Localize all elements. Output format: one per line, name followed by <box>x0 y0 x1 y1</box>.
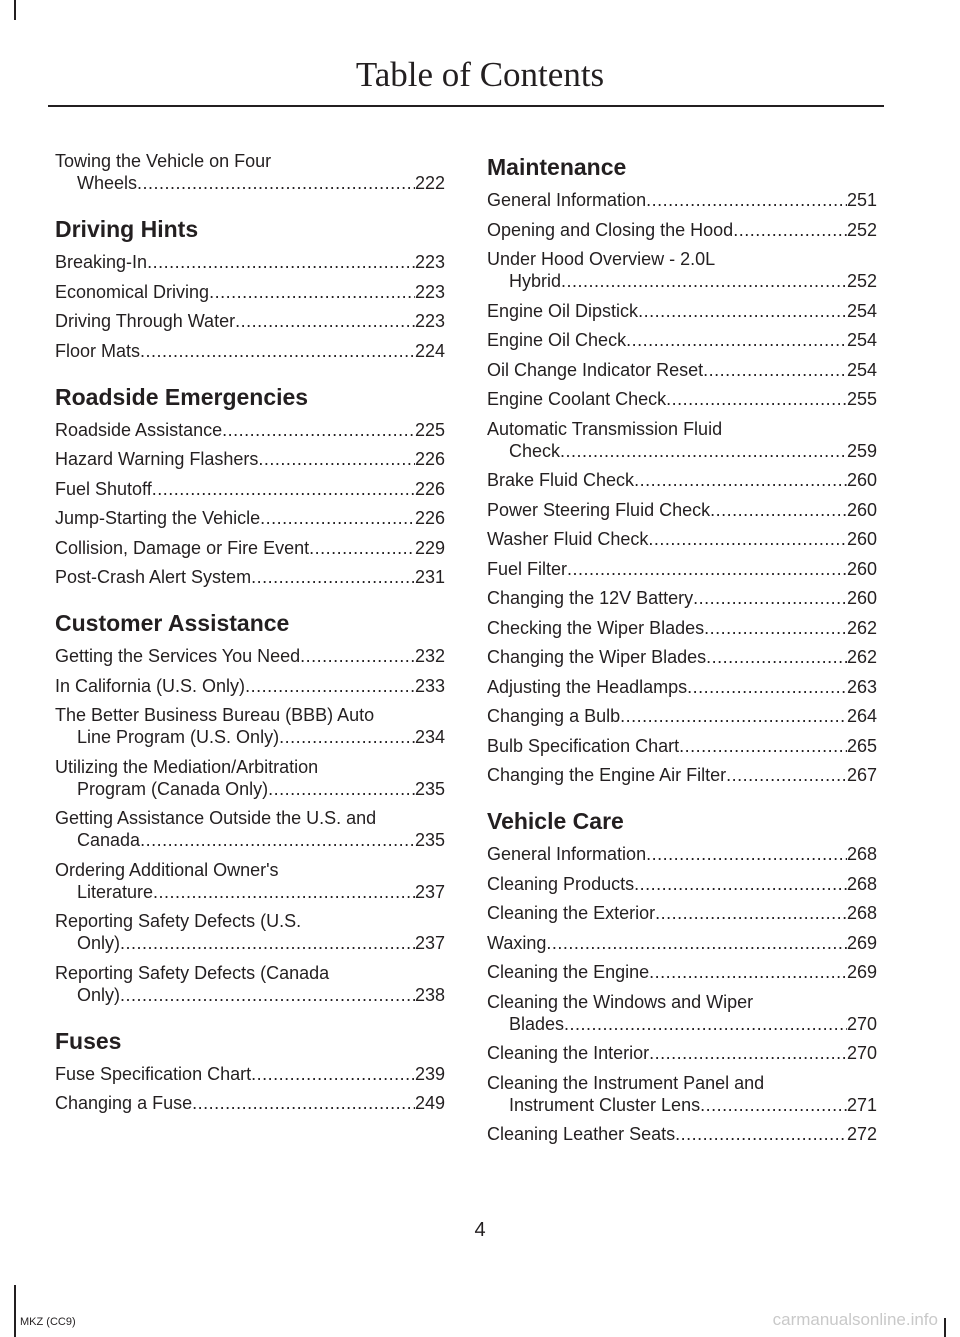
toc-entry-page: 223 <box>414 252 445 272</box>
dot-leader <box>648 528 847 550</box>
dot-leader <box>309 537 415 559</box>
section-heading: Roadside Emergencies <box>55 383 309 410</box>
toc-entry-page: 235 <box>414 778 445 799</box>
toc-entry[interactable] <box>487 961 877 983</box>
toc-entry-title: Blades <box>509 1013 565 1034</box>
dot-leader <box>706 646 847 668</box>
toc-entry[interactable] <box>487 300 877 322</box>
toc-entry-title: Program (Canada Only) <box>77 778 269 799</box>
toc-entry-title-first-line: The Better Business Bureau (BBB) Auto <box>55 705 375 725</box>
dot-leader <box>626 329 847 351</box>
toc-entry-title: Driving Through Water <box>55 311 236 331</box>
toc-entry-page: 260 <box>846 558 877 579</box>
toc-entry[interactable] <box>55 340 445 362</box>
toc-entry-title: Cleaning Leather Seats <box>487 1124 676 1144</box>
toc-entry-page: 260 <box>846 529 877 549</box>
toc-entry-title: Post-Crash Alert System <box>55 567 252 587</box>
dot-leader <box>634 873 847 895</box>
toc-entry[interactable] <box>487 873 877 895</box>
toc-entry[interactable] <box>55 251 445 273</box>
toc-entry-title: Hybrid <box>509 271 562 291</box>
toc-entry-title: Literature <box>77 881 154 902</box>
toc-entry-title: Fuel Shutoff <box>55 478 152 499</box>
toc-entry-title: Line Program (U.S. Only) <box>77 727 280 747</box>
toc-entry[interactable] <box>487 189 877 211</box>
dot-leader <box>120 984 415 1006</box>
toc-entry[interactable] <box>487 219 877 241</box>
dot-leader <box>258 448 415 470</box>
toc-entry-title-first-line: Utilizing the Mediation/Arbitration <box>55 756 319 777</box>
toc-entry-page: 226 <box>414 478 445 499</box>
toc-entry-title: Cleaning the Engine <box>487 962 650 982</box>
toc-entry-page: 226 <box>414 449 445 469</box>
toc-entry[interactable] <box>487 705 877 727</box>
toc-entry[interactable] <box>55 419 445 441</box>
toc-entry[interactable] <box>487 528 877 550</box>
dot-leader <box>251 1063 415 1085</box>
toc-entry-page: 252 <box>846 271 877 291</box>
toc-entry[interactable] <box>487 499 877 521</box>
toc-entry-page: 226 <box>414 508 445 528</box>
toc-entry[interactable] <box>487 248 877 292</box>
dot-leader <box>655 902 847 924</box>
dot-leader <box>649 961 847 983</box>
crop-mark-bottom-right <box>944 1318 946 1337</box>
toc-entry-page: 265 <box>846 735 877 756</box>
dot-leader <box>710 499 847 521</box>
toc-entry-page: 233 <box>414 675 445 696</box>
toc-entry-title: General Information <box>487 190 647 210</box>
toc-entry-page: 271 <box>846 1094 877 1115</box>
toc-entry-title: Cleaning the Interior <box>487 1043 650 1063</box>
toc-entry[interactable] <box>55 150 445 194</box>
page-title: Table of Contents <box>355 55 605 94</box>
toc-entry[interactable] <box>55 962 445 1006</box>
toc-entry[interactable] <box>55 310 445 332</box>
toc-entry-title: General Information <box>487 844 647 864</box>
dot-leader <box>564 1013 847 1035</box>
toc-entry-page: 264 <box>846 706 877 726</box>
dot-leader <box>733 219 847 241</box>
toc-entry-title: Changing the Wiper Blades <box>487 647 707 667</box>
toc-entry-title: Getting the Services You Need <box>55 646 301 666</box>
toc-entry-page: 259 <box>846 440 877 461</box>
toc-entry[interactable] <box>487 469 877 491</box>
dot-leader <box>268 778 415 800</box>
toc-entry[interactable] <box>55 910 445 954</box>
dot-leader <box>120 932 415 954</box>
dot-leader <box>560 440 847 462</box>
toc-entry-title: In California (U.S. Only) <box>55 675 246 696</box>
toc-entry-title-first-line: Reporting Safety Defects (Canada <box>55 962 330 983</box>
toc-entry-page: 237 <box>414 933 445 953</box>
toc-entry-title: Engine Oil Dipstick <box>487 300 639 321</box>
dot-leader <box>649 1042 847 1064</box>
toc-entry-title: Power Steering Fluid Check <box>487 499 711 520</box>
toc-entry[interactable] <box>487 587 877 609</box>
toc-entry-page: 249 <box>414 1093 445 1113</box>
dot-leader <box>703 359 847 381</box>
toc-entry-title-first-line: Towing the Vehicle on Four <box>55 151 272 171</box>
toc-entry[interactable] <box>55 645 445 667</box>
dot-leader <box>646 843 847 865</box>
toc-entry-page: 252 <box>846 219 877 240</box>
dot-leader <box>546 932 847 954</box>
toc-entry-page: 251 <box>846 190 877 210</box>
toc-entry[interactable] <box>487 388 877 410</box>
dot-leader <box>140 829 415 851</box>
toc-entry-title: Changing a Fuse <box>55 1093 193 1113</box>
toc-entry-title: Adjusting the Headlamps <box>487 676 688 697</box>
toc-entry-title: Only) <box>77 984 121 1005</box>
dot-leader <box>235 310 415 332</box>
toc-entry-title: Brake Fluid Check <box>487 470 635 490</box>
toc-entry[interactable] <box>55 478 445 500</box>
toc-entry-page: 254 <box>846 300 877 321</box>
toc-entry-title: Only) <box>77 933 121 953</box>
toc-entry-title: Fuel Filter <box>487 558 568 579</box>
toc-entry-page: 237 <box>414 881 445 902</box>
dot-leader <box>147 251 415 273</box>
toc-entry-title: Cleaning the Exterior <box>487 903 656 923</box>
toc-entry-title: Bulb Specification Chart <box>487 735 680 756</box>
toc-entry-page: 270 <box>846 1043 877 1063</box>
dot-leader <box>679 735 847 757</box>
toc-entry-page: 224 <box>414 340 445 361</box>
toc-entry-title: Engine Coolant Check <box>487 389 667 409</box>
toc-entry-title: Engine Oil Check <box>487 330 627 350</box>
toc-entry-title: Wheels <box>77 173 138 193</box>
toc-entry-title: Checking the Wiper Blades <box>487 617 705 638</box>
toc-entry-title: Jump-Starting the Vehicle <box>55 508 261 528</box>
toc-entry-page: 235 <box>414 830 445 850</box>
toc-entry-title: Changing the Engine Air Filter <box>487 765 727 785</box>
toc-entry-page: 260 <box>846 588 877 608</box>
toc-entry[interactable] <box>55 1092 445 1114</box>
toc-entry-page: 232 <box>414 646 445 666</box>
toc-entry-page: 234 <box>414 727 445 747</box>
toc-entry-title: Oil Change Indicator Reset <box>487 359 704 380</box>
toc-entry[interactable] <box>55 704 445 748</box>
toc-entry[interactable] <box>487 1042 877 1064</box>
dot-leader <box>251 566 415 588</box>
toc-entry-title: Changing the 12V Battery <box>487 588 694 608</box>
toc-entry-page: 254 <box>846 330 877 350</box>
toc-entry[interactable] <box>55 675 445 697</box>
toc-entry-title-first-line: Cleaning the Windows and Wiper <box>487 991 754 1012</box>
dot-leader <box>137 172 415 194</box>
toc-entry-page: 238 <box>414 984 445 1005</box>
toc-left-column <box>55 150 445 1122</box>
dot-leader <box>561 270 847 292</box>
toc-entry[interactable] <box>487 764 877 786</box>
dot-leader <box>634 469 847 491</box>
section-heading: Maintenance <box>487 154 627 180</box>
toc-entry-page: 260 <box>846 499 877 520</box>
toc-entry-title: Check <box>509 440 561 461</box>
toc-entry[interactable] <box>55 566 445 588</box>
toc-entry-page: 260 <box>846 470 877 490</box>
toc-entry-title: Cleaning Products <box>487 873 635 894</box>
toc-entry-title: Washer Fluid Check <box>487 529 649 549</box>
dot-leader <box>638 300 847 322</box>
toc-entry-page: 262 <box>846 647 877 667</box>
toc-entry-page: 231 <box>414 567 445 587</box>
crop-mark-top-left <box>14 0 16 20</box>
toc-entry[interactable] <box>487 932 877 954</box>
toc-entry-page: 268 <box>846 844 877 864</box>
toc-entry[interactable] <box>55 448 445 470</box>
toc-entry-page: 269 <box>846 962 877 982</box>
toc-entry[interactable] <box>487 359 877 381</box>
toc-entry-title: Hazard Warning Flashers <box>55 449 259 469</box>
dot-leader <box>675 1123 847 1145</box>
dot-leader <box>222 419 415 441</box>
toc-entry[interactable] <box>55 1063 445 1085</box>
toc-entry[interactable] <box>487 558 877 580</box>
toc-entry-title: Collision, Damage or Fire Event <box>55 537 310 558</box>
toc-entry-page: 268 <box>846 903 877 923</box>
dot-leader <box>704 617 847 639</box>
toc-entry-page: 267 <box>846 765 877 785</box>
dot-leader <box>693 587 847 609</box>
section-heading: Fuses <box>55 1027 122 1054</box>
toc-entry-title-first-line: Cleaning the Instrument Panel and <box>487 1072 765 1093</box>
toc-entry[interactable] <box>487 902 877 924</box>
toc-entry-page: 255 <box>846 389 877 409</box>
toc-entry[interactable] <box>487 418 877 462</box>
toc-entry[interactable] <box>55 507 445 529</box>
toc-entry[interactable] <box>55 756 445 800</box>
toc-entry-title: Opening and Closing the Hood <box>487 219 734 240</box>
section-heading: Customer Assistance <box>55 610 290 636</box>
toc-entry[interactable] <box>487 676 877 698</box>
toc-entry[interactable] <box>487 843 877 865</box>
dot-leader <box>620 705 847 727</box>
section-heading: Driving Hints <box>55 216 199 242</box>
toc-entry-page: 223 <box>414 311 445 331</box>
toc-entry-title-first-line: Under Hood Overview - 2.0L <box>487 249 716 269</box>
toc-entry-title: Instrument Cluster Lens <box>509 1094 701 1115</box>
toc-entry-title: Changing a Bulb <box>487 706 621 726</box>
toc-entry-page: 223 <box>414 281 445 302</box>
toc-entry-page: 222 <box>414 173 445 193</box>
toc-entry[interactable] <box>487 735 877 757</box>
toc-entry[interactable] <box>55 859 445 903</box>
toc-entry-page: 229 <box>414 537 445 558</box>
dot-leader <box>260 507 415 529</box>
toc-entry-title: Fuse Specification Chart <box>55 1063 252 1084</box>
toc-entry[interactable] <box>55 537 445 559</box>
toc-entry-title-first-line: Automatic Transmission Fluid <box>487 418 723 439</box>
watermark: carmanualsonline.info <box>772 1310 938 1329</box>
dot-leader <box>687 676 847 698</box>
toc-entry-title-first-line: Ordering Additional Owner's <box>55 859 279 880</box>
toc-entry-title: Roadside Assistance <box>55 419 223 440</box>
toc-entry-page: 270 <box>846 1013 877 1034</box>
dot-leader <box>666 388 847 410</box>
toc-entry[interactable] <box>55 281 445 303</box>
toc-entry-title: Floor Mats <box>55 340 141 361</box>
toc-entry-page: 262 <box>846 617 877 638</box>
dot-leader <box>300 645 415 667</box>
crop-mark-bottom-left <box>14 1285 16 1337</box>
header-rule <box>48 105 884 107</box>
dot-leader <box>192 1092 415 1114</box>
toc-entry-page: 263 <box>846 676 877 697</box>
toc-entry[interactable] <box>487 646 877 668</box>
toc-entry-page: 269 <box>846 932 877 953</box>
toc-entry[interactable] <box>487 991 877 1035</box>
dot-leader <box>567 558 847 580</box>
toc-entry-page: 225 <box>414 419 445 440</box>
dot-leader <box>140 340 415 362</box>
toc-entry-page: 272 <box>846 1124 877 1144</box>
toc-right-column <box>487 150 877 1153</box>
toc-entry-title: Canada <box>77 830 141 850</box>
dot-leader <box>726 764 847 786</box>
model-code: MKZ (CC9) <box>20 1316 76 1328</box>
toc-entry-page: 268 <box>846 873 877 894</box>
section-heading: Vehicle Care <box>487 808 624 834</box>
dot-leader <box>279 726 415 748</box>
toc-entry[interactable] <box>487 1072 877 1116</box>
toc-entry[interactable] <box>487 329 877 351</box>
dot-leader <box>153 881 415 903</box>
dot-leader <box>700 1094 847 1116</box>
toc-entry[interactable] <box>487 1123 877 1145</box>
page-number: 4 <box>474 1219 486 1241</box>
toc-entry[interactable] <box>55 807 445 851</box>
toc-entry-title: Economical Driving <box>55 281 210 302</box>
toc-entry-title-first-line: Reporting Safety Defects (U.S. <box>55 911 302 931</box>
toc-entry-page: 254 <box>846 359 877 380</box>
toc-entry-title-first-line: Getting Assistance Outside the U.S. and <box>55 808 377 828</box>
dot-leader <box>646 189 847 211</box>
toc-entry-page: 239 <box>414 1063 445 1084</box>
dot-leader <box>245 675 415 697</box>
dot-leader <box>152 478 415 500</box>
toc-entry-title: Waxing <box>487 932 547 953</box>
toc-entry[interactable] <box>487 617 877 639</box>
dot-leader <box>209 281 415 303</box>
toc-entry-title: Breaking-In <box>55 252 148 272</box>
